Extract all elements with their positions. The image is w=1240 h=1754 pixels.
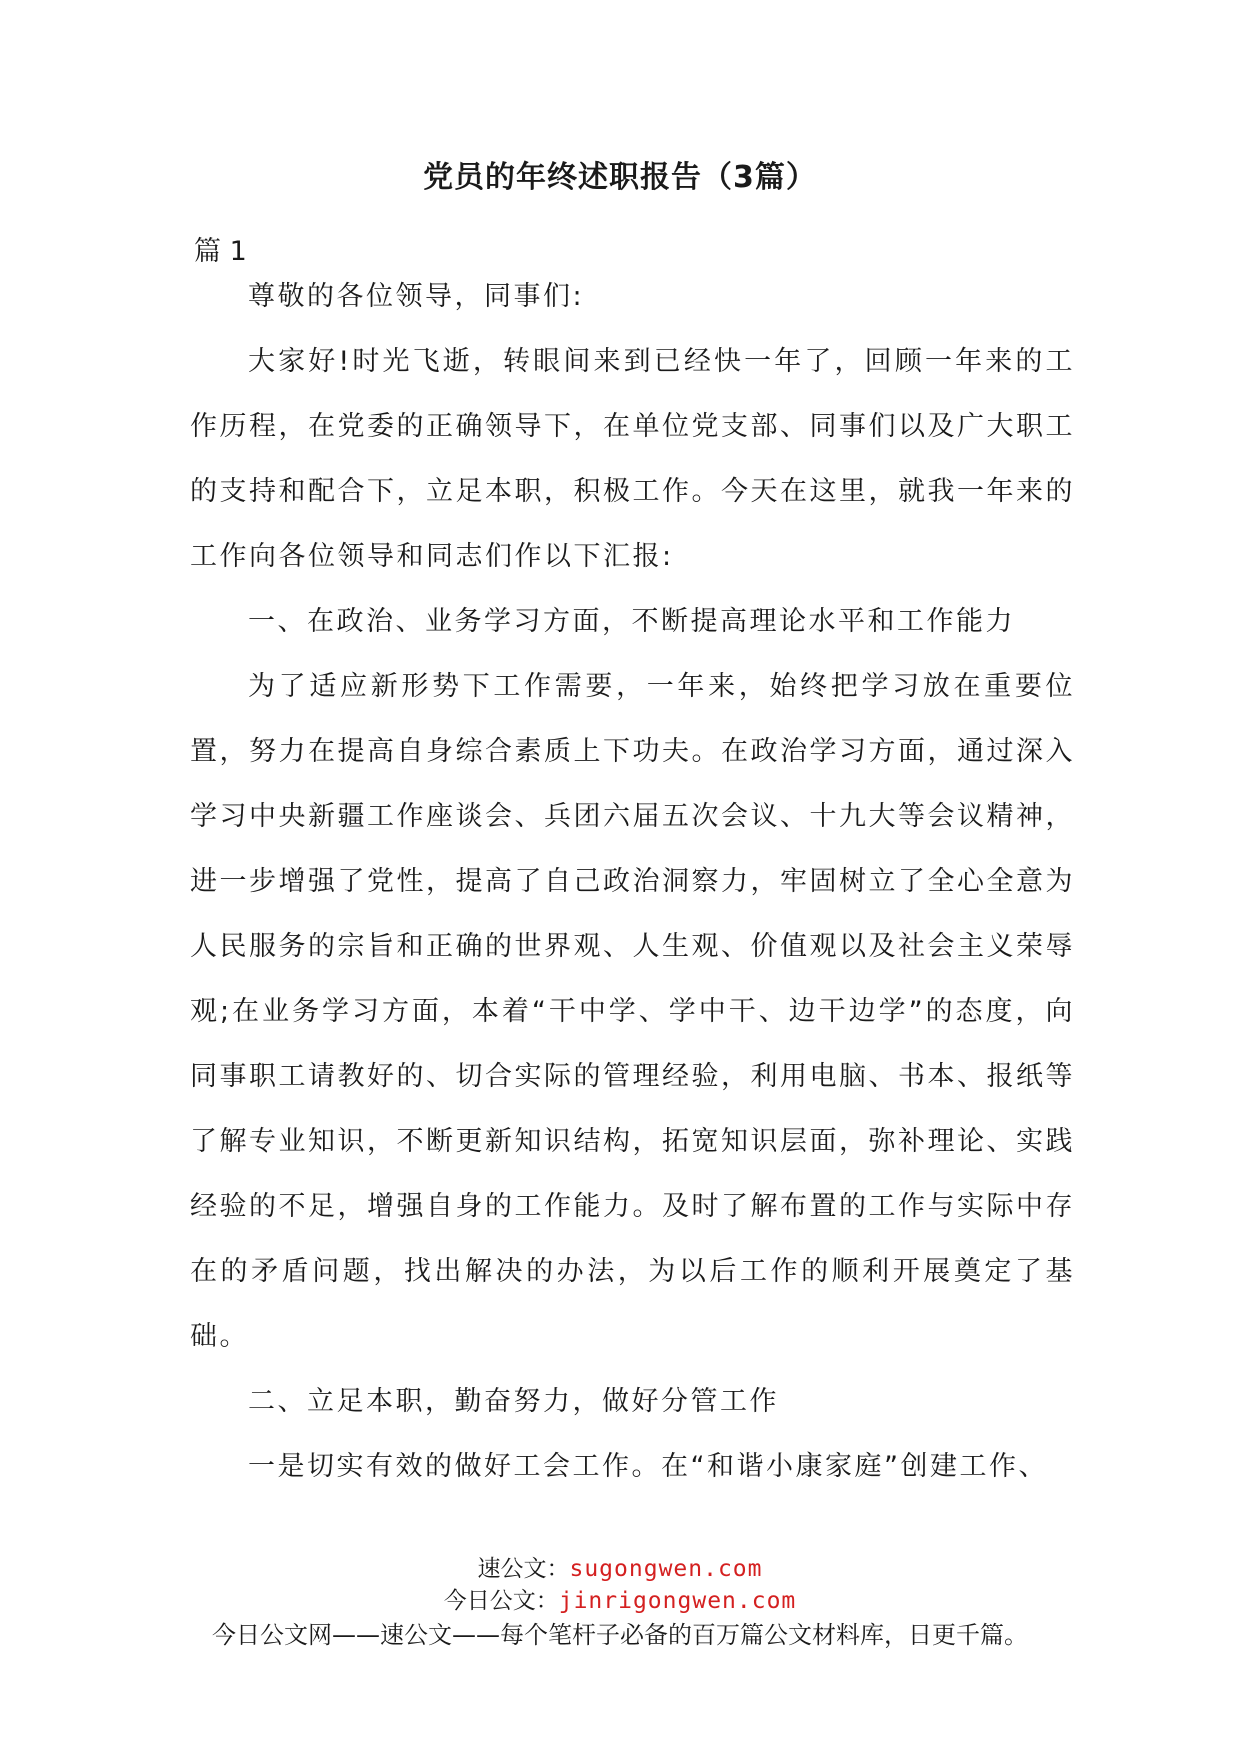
sugongwen-link[interactable]: sugongwen.com [569,1556,763,1582]
heading-section-two: 二、立足本职，勤奋努力，做好分管工作 [248,1386,779,1417]
document-title: 党员的年终述职报告（3篇） [423,160,817,195]
footer-slogan: 今日公文网——速公文——每个笔杆子必备的百万篇公文材料库，日更千篇。 [212,1621,1028,1649]
jinrigongwen-link[interactable]: jinrigongwen.com [558,1588,797,1614]
section-label: 篇 1 [194,236,247,267]
paragraph-union-work: 一是切实有效的做好工会工作。在“和谐小康家庭”创建工作、 [248,1451,1048,1482]
paragraph-opening: 大家好!时光飞逝，转眼间来到已经快一年了，回顾一年来的工作历程，在党委的正确领导下，在单位党支部、同事们以及广大职工的支持和配合下，立足本职，积极工作。今天在这里，就我一年来的工作向各位领导和同志们作以下汇报: [190,346,1075,572]
heading-section-one: 一、在政治、业务学习方面，不断提高理论水平和工作能力 [248,606,1015,637]
paragraph-study: 为了适应新形势下工作需要，一年来，始终把学习放在重要位置，努力在提高自身综合素质上下功夫。在政治学习方面，通过深入学习中央新疆工作座谈会、兵团六届五次会议、十九大等会议精神，进一步增强了党性，提高了自己政治洞察力，牢固树立了全心全意为人民服务的宗旨和正确的世界观、人生观、价值观以及社会主义荣辱观;在业务学习方面，本着“干中学、学中干、边干边学”的态度，向同事职工请教好的、切合实际的管理经验，利用电脑、书本、报纸等了解专业知识，不断更新知识结构，拓宽知识层面，弥补理论、实践经验的不足，增强自身的工作能力。及时了解布置的工作与实际中存在的矛盾问题，找出解决的办法，为以后工作的顺利开展奠定了基础。 [190,671,1075,1352]
footer-label-jinrigongwen: 今日公文： [443,1588,559,1614]
paragraph-salutation: 尊敬的各位领导，同事们: [248,281,585,312]
footer-line-jinrigongwen [0,1586,1240,1616]
footer-line-sugongwen [0,1554,1240,1584]
footer-label-sugongwen: 速公文： [477,1556,570,1582]
document-body [190,264,1075,1499]
